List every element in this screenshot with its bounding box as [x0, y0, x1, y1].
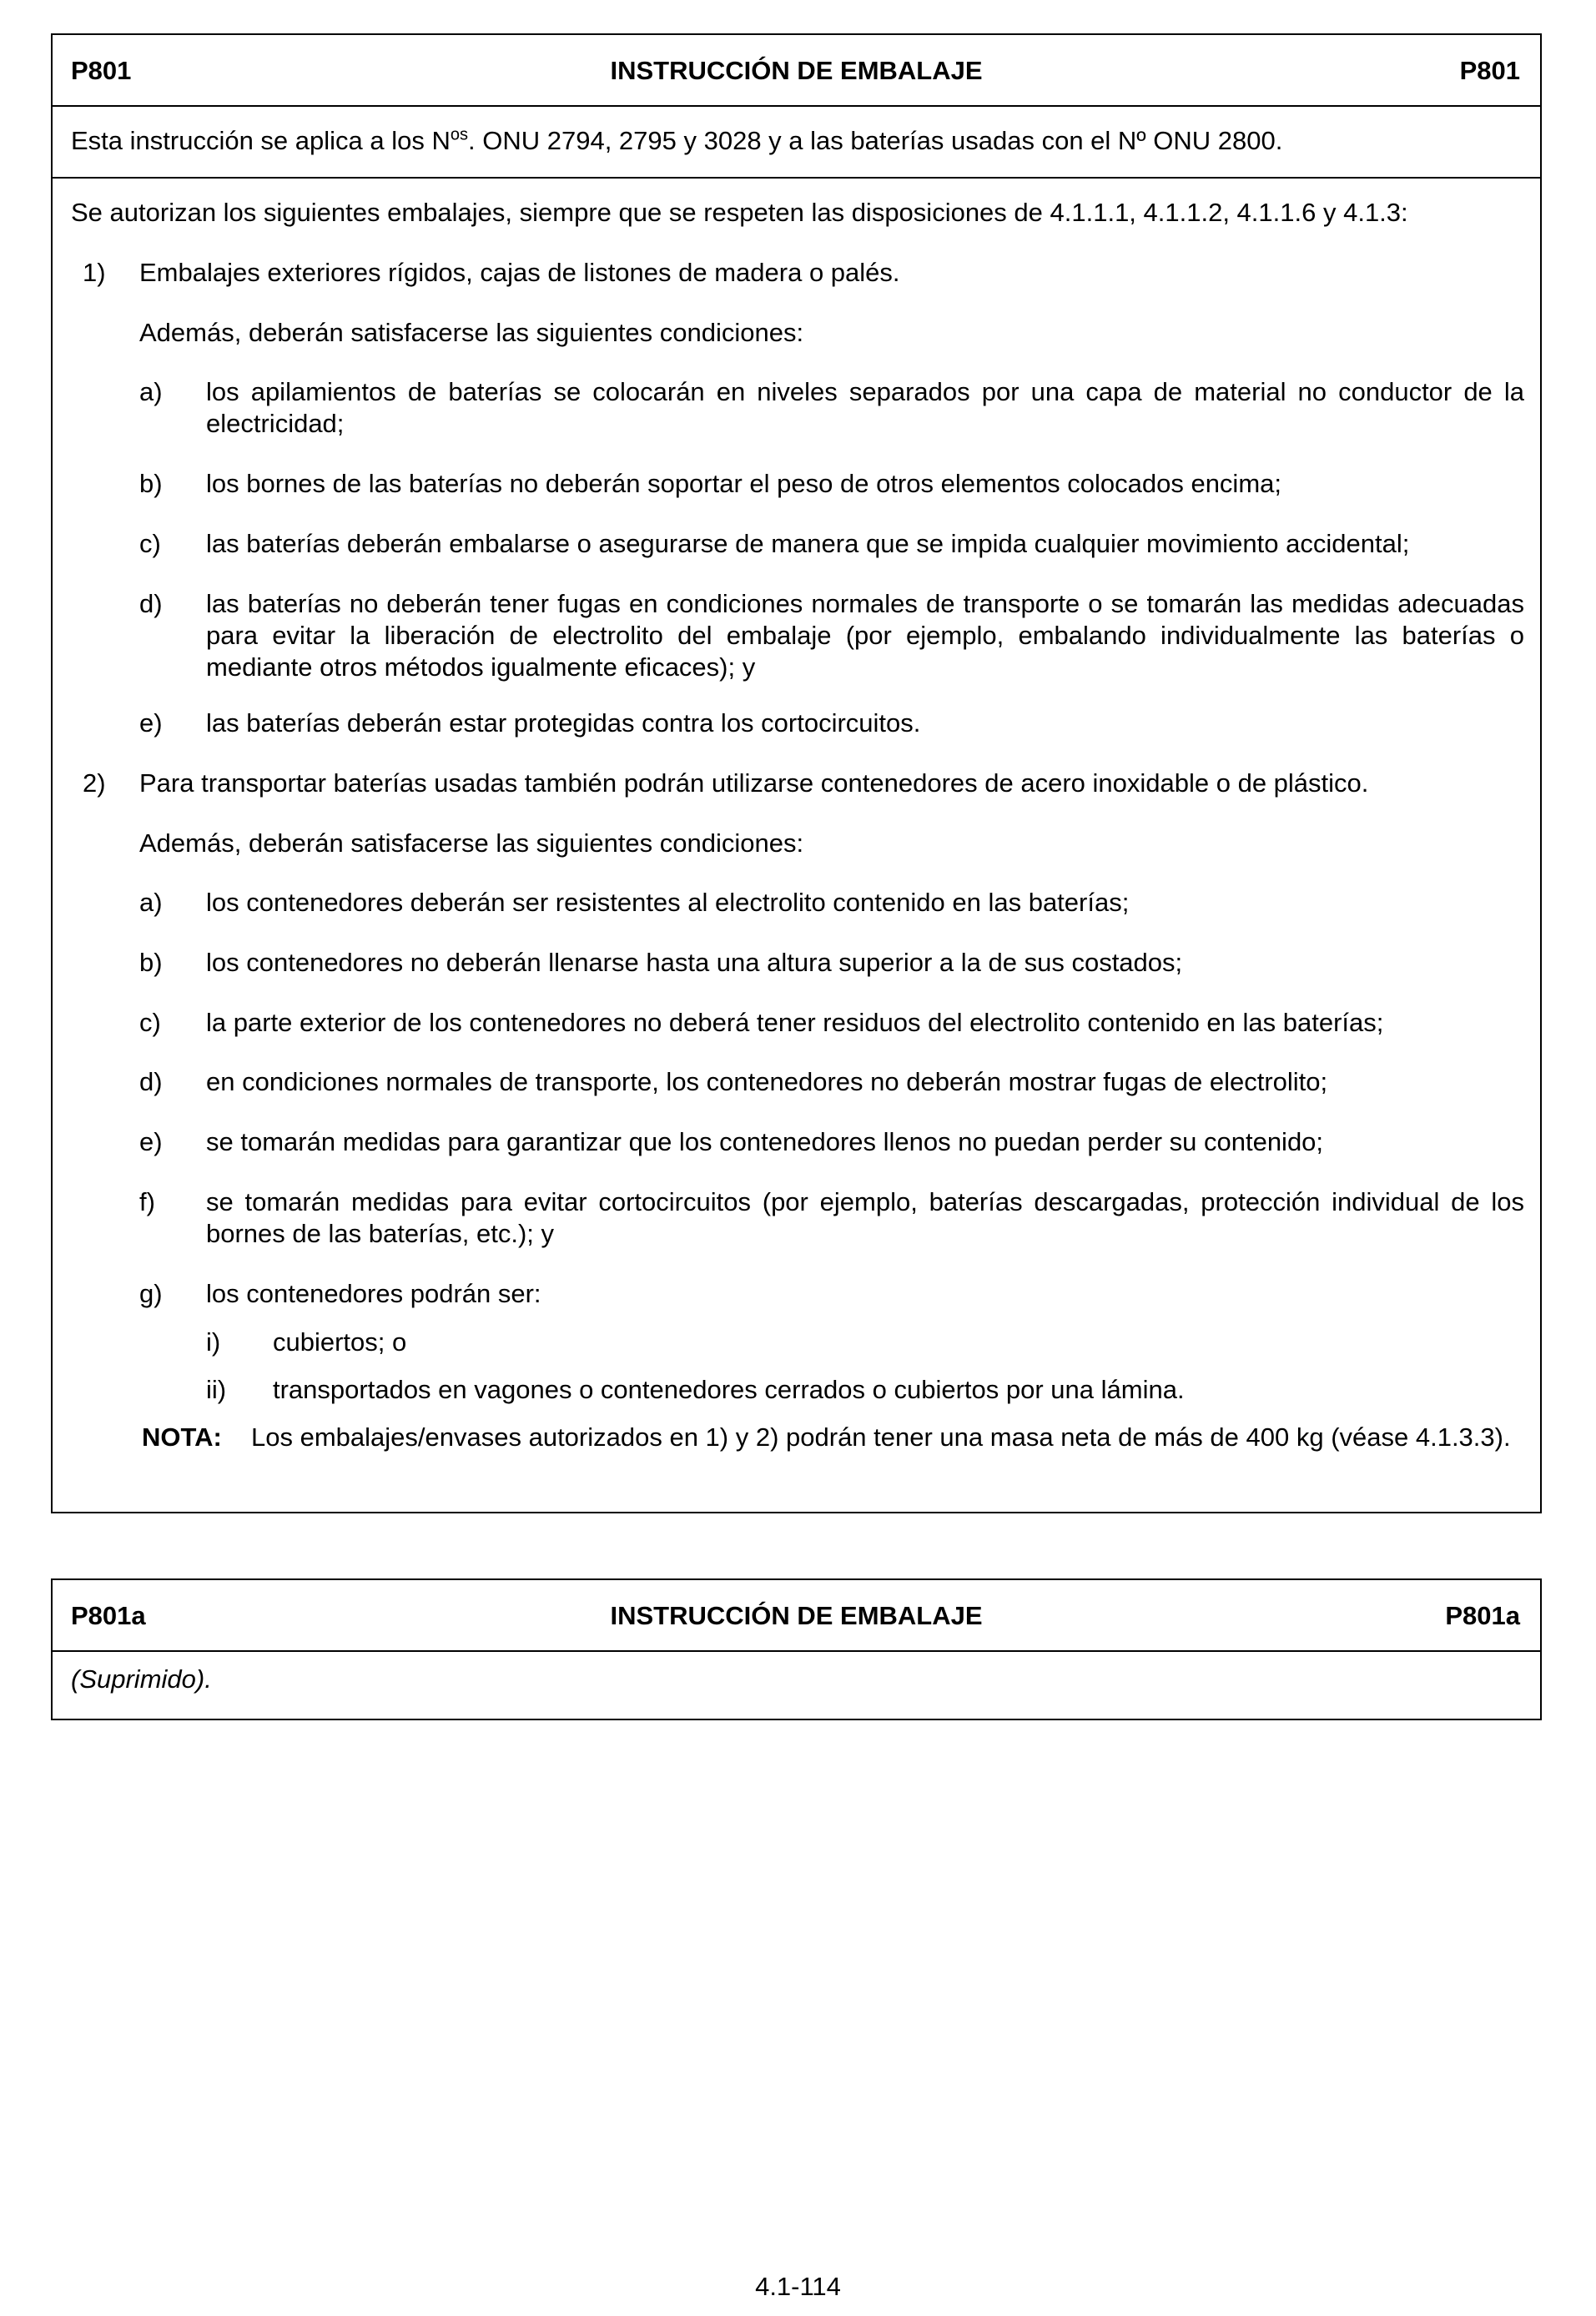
condition-text: la parte exterior de los contenedores no deberá tener residuos del electrolito contenido en las baterías;	[206, 1008, 1384, 1037]
condition-text: los contenedores podrán ser:	[206, 1279, 541, 1308]
condition-label: e)	[139, 1127, 163, 1156]
instruction-code-right: P801	[1459, 56, 1520, 85]
page-number: 4.1-114	[755, 2272, 841, 2301]
subitem-text: transportados en vagones o contenedores cerrados o cubiertos por una lámina.	[273, 1375, 1185, 1404]
condition-label: a)	[139, 888, 163, 917]
item-2-conditions-intro: Además, deberán satisfacerse las siguientes condiciones:	[139, 828, 804, 858]
condition-label: f)	[139, 1187, 155, 1216]
condition-text: las baterías no deberán tener fugas en condiciones normales de transporte o se tomarán las medidas adecuadas para evitar la liberación de electrolito del embalaje (por ejemplo, embalando individualmente las baterías o mediante otros métodos igualmente eficaces); y	[206, 589, 1524, 682]
item-2-number: 2)	[83, 768, 106, 798]
condition-label: b)	[139, 948, 163, 977]
item-1-text: Embalajes exteriores rígidos, cajas de listones de madera o palés.	[139, 258, 900, 287]
condition-text: se tomarán medidas para evitar cortocircuitos (por ejemplo, baterías descargadas, protección individual de los bornes de las baterías, etc.); y	[206, 1187, 1524, 1248]
condition-text: en condiciones normales de transporte, los contenedores no deberán mostrar fugas de electrolito;	[206, 1067, 1328, 1096]
applicability-text: Esta instrucción se aplica a los $N^{os}$. ONU 2794, 2795 y 3028 y a las baterías usadas con el Nº ONU 2800.	[71, 125, 1283, 155]
condition-label: g)	[139, 1279, 163, 1308]
instruction-code-right: P801a	[1445, 1601, 1520, 1630]
condition-label: c)	[139, 1008, 161, 1037]
condition-text: se tomarán medidas para garantizar que los contenedores llenos no puedan perder su contenido;	[206, 1127, 1324, 1156]
condition-text: las baterías deberán estar protegidas contra los cortocircuitos.	[206, 708, 921, 738]
condition-label: e)	[139, 708, 163, 738]
condition-text: los bornes de las baterías no deberán soportar el peso de otros elementos colocados encima;	[206, 469, 1281, 498]
subitem-label: ii)	[206, 1375, 227, 1404]
suppressed-note: (Suprimido).	[71, 1664, 212, 1694]
packing-instruction-p801a	[51, 1578, 1542, 1720]
condition-label: d)	[139, 589, 163, 618]
condition-text: los contenedores deberán ser resistentes al electrolito contenido en las baterías;	[206, 888, 1130, 917]
condition-text: los contenedores no deberán llenarse hasta una altura superior a la de sus costados;	[206, 948, 1183, 977]
note-text: Los embalajes/envases autorizados en 1) y 2) podrán tener una masa neta de más de 400 kg (véase 4.1.3.3).	[251, 1422, 1511, 1452]
instruction-code-left: P801a	[71, 1601, 146, 1630]
condition-text: las baterías deberán embalarse o asegurarse de manera que se impida cualquier movimiento accidental;	[206, 529, 1410, 558]
subitem-label: i)	[206, 1327, 221, 1357]
packing-instruction-p801	[51, 33, 1542, 1513]
intro-paragraph: Se autorizan los siguientes embalajes, siempre que se respeten las disposiciones de 4.1.1.1, 4.1.1.2, 4.1.1.6 y 4.1.3:	[71, 198, 1408, 227]
condition-label: b)	[139, 469, 163, 498]
item-1-number: 1)	[83, 258, 106, 287]
condition-label: c)	[139, 529, 161, 558]
instruction-header	[53, 35, 1540, 107]
instruction-code-left: P801	[71, 56, 132, 85]
instruction-title: INSTRUCCIÓN DE EMBALAJE	[610, 1601, 983, 1630]
condition-label: a)	[139, 377, 163, 406]
condition-label: d)	[139, 1067, 163, 1096]
item-2-text: Para transportar baterías usadas también podrán utilizarse contenedores de acero inoxidable o de plástico.	[139, 768, 1369, 798]
condition-text: los apilamientos de baterías se colocarán en niveles separados por una capa de material no conductor de la electricidad;	[206, 377, 1524, 438]
applicability-row	[53, 107, 1540, 179]
note-label: NOTA:	[142, 1422, 222, 1452]
instruction-header	[53, 1580, 1540, 1652]
instruction-title: INSTRUCCIÓN DE EMBALAJE	[610, 56, 983, 85]
subitem-text: cubiertos; o	[273, 1327, 407, 1357]
item-1-conditions-intro: Además, deberán satisfacerse las siguientes condiciones:	[139, 318, 804, 347]
